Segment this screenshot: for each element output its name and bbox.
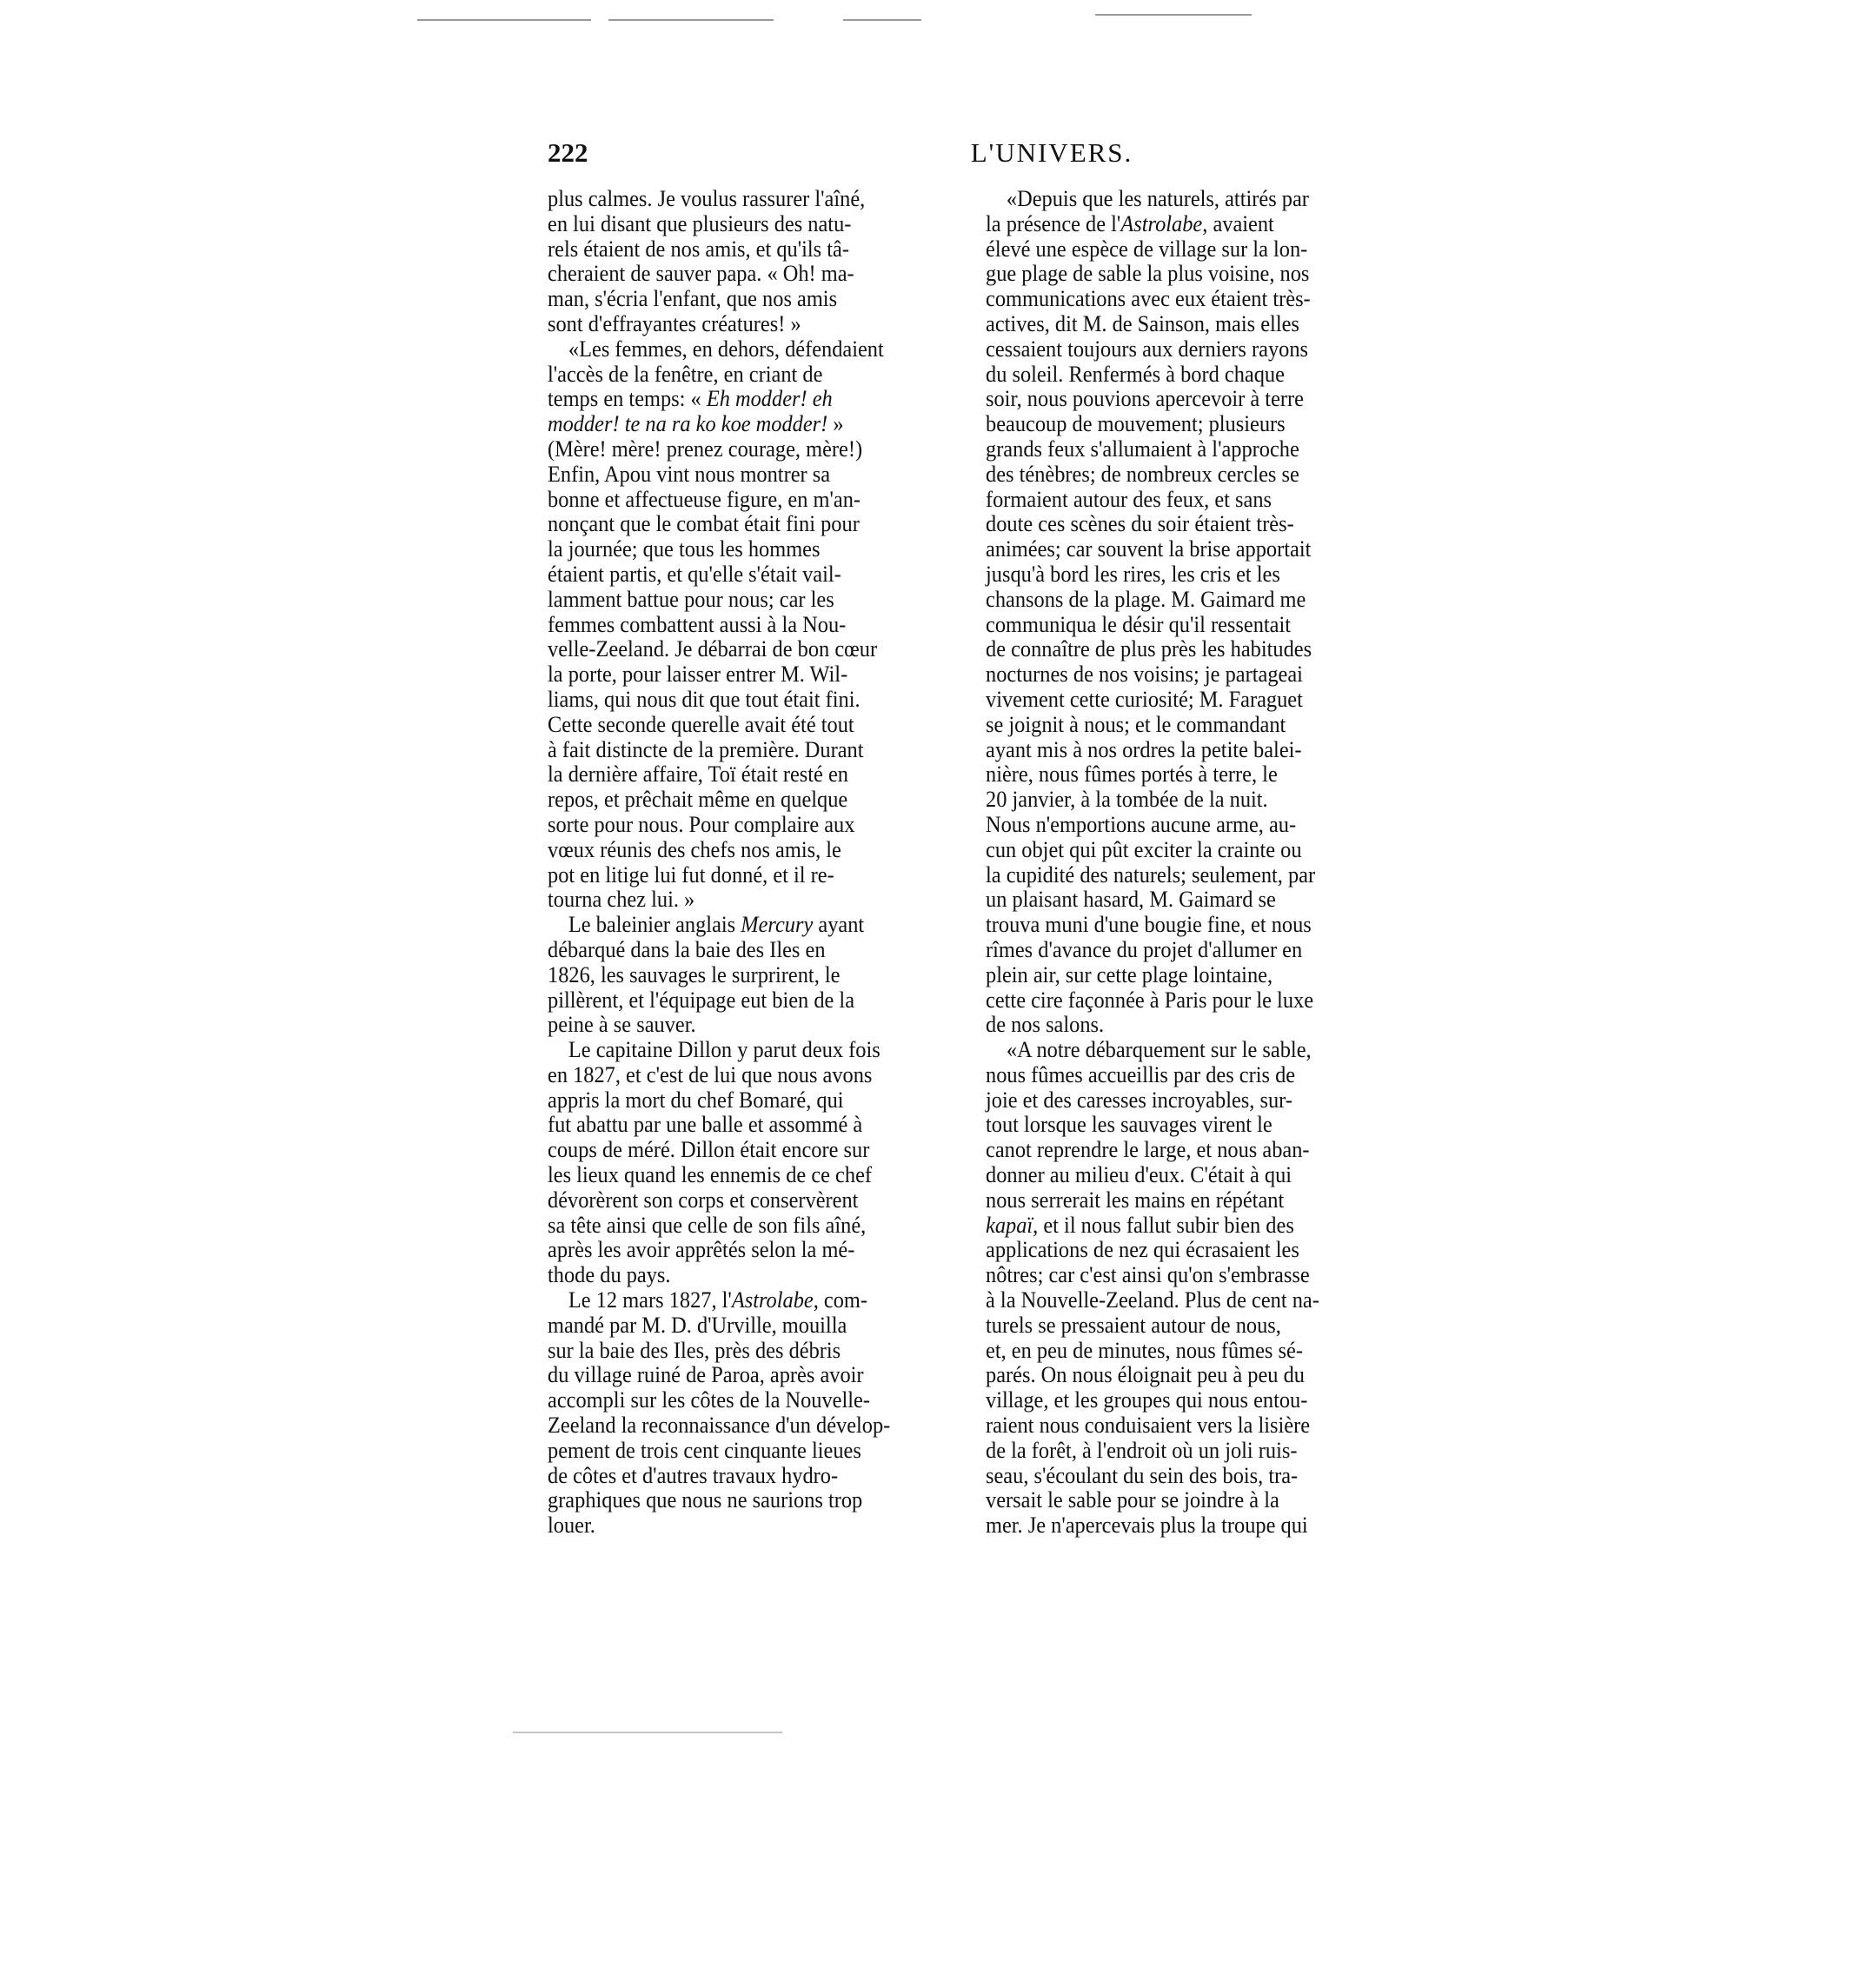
text-line: l'accès de la fenêtre, en criant de [548, 360, 823, 387]
text-line: chansons de la plage. M. Gaimard me [986, 585, 1306, 612]
text-line: versait le sable pour se joindre à la [986, 1486, 1279, 1513]
text-line: liams, qui nous dit que tout était fini. [548, 685, 861, 712]
text-line: kapaï, et il nous fallut subir bien des [986, 1211, 1294, 1238]
text-line: turels se pressaient autour de nous, [986, 1311, 1281, 1338]
text-line: sorte pour nous. Pour complaire aux [548, 810, 855, 837]
text-line: nière, nous fûmes portés à terre, le [986, 761, 1278, 788]
text-line: de nos salons. [986, 1011, 1105, 1038]
text-line: un plaisant hasard, M. Gaimard se [986, 886, 1276, 913]
text-line: man, s'écria l'enfant, que nos amis [548, 285, 838, 312]
text-line: nôtres; car c'est ainsi qu'on s'embrasse [986, 1261, 1310, 1288]
text-line: étaient partis, et qu'elle s'était vail- [548, 560, 841, 587]
text-line: communiqua le désir qu'il ressentait [986, 610, 1292, 637]
scan-edge-mark [1095, 14, 1252, 16]
text-line: à la Nouvelle-Zeeland. Plus de cent na- [986, 1287, 1319, 1313]
text-line: pillèrent, et l'équipage eut bien de la [548, 986, 855, 1013]
text-line: pot en litige lui fut donné, et il re- [548, 861, 834, 888]
text-line: formaient autour des feux, et sans [986, 485, 1273, 512]
text-line: fut abattu par une balle et assommé à [548, 1111, 863, 1138]
text-line: plus calmes. Je voulus rassurer l'aîné, [548, 185, 866, 211]
text-line: sa tête ainsi que celle de son fils aîné, [548, 1211, 867, 1238]
scan-edge-mark [417, 19, 591, 21]
text-line: Le 12 mars 1827, l'Astrolabe, com- [568, 1287, 868, 1313]
text-line: ayant mis à nos ordres la petite balei- [986, 735, 1302, 762]
text-line: et, en peu de minutes, nous fûmes sé- [986, 1336, 1303, 1363]
text-line: raient nous conduisaient vers la lisière [986, 1412, 1311, 1439]
text-line: Enfin, Apou vint nous montrer sa [548, 460, 831, 487]
text-line: trouva muni d'une bougie fine, et nous [986, 911, 1312, 938]
text-line: actives, dit M. de Sainson, mais elles [986, 309, 1299, 336]
text-line: joie et des caresses incroyables, sur- [986, 1086, 1292, 1113]
text-line: élevé une espèce de village sur la lon- [986, 235, 1308, 262]
left-text-column [548, 186, 938, 1538]
text-line: 1826, les sauvages le surprirent, le [548, 961, 841, 987]
text-line: Le baleinier anglais Mercury ayant [568, 911, 865, 938]
text-line: de côtes et d'autres travaux hydro- [548, 1461, 839, 1488]
text-line: mandé par M. D. d'Urville, mouilla [548, 1311, 847, 1338]
text-line: sur la baie des Iles, près des débris [548, 1336, 841, 1363]
text-line: lamment battue pour nous; car les [548, 585, 834, 612]
text-line: nocturnes de nos voisins; je partageai [986, 661, 1303, 688]
text-line: du village ruiné de Paroa, après avoir [548, 1361, 864, 1388]
text-line: nous serrerait les mains en répétant [986, 1186, 1285, 1213]
text-line: seau, s'écoulant du sein des bois, tra- [986, 1461, 1299, 1488]
text-line: cette cire façonnée à Paris pour le luxe [986, 986, 1314, 1013]
text-line: communications avec eux étaient très- [986, 285, 1311, 312]
text-line: doute ces scènes du soir étaient très- [986, 510, 1294, 537]
scan-edge-mark [843, 19, 921, 21]
text-line: vivement cette curiosité; M. Faraguet [986, 685, 1303, 712]
text-line: jusqu'à bord les rires, les cris et les [986, 560, 1280, 587]
text-line: tourna chez lui. » [548, 886, 695, 913]
text-line: nonçant que le combat était fini pour [548, 510, 860, 537]
text-line: Le capitaine Dillon y parut deux fois [568, 1036, 880, 1063]
text-line: femmes combattent aussi à la Nou- [548, 610, 847, 637]
text-line: grands feux s'allumaient à l'approche [986, 435, 1299, 462]
text-line: la porte, pour laisser entrer M. Wil- [548, 661, 848, 688]
text-line: dévorèrent son corps et conservèrent [548, 1186, 859, 1213]
text-line: pement de trois cent cinquante lieues [548, 1436, 861, 1463]
text-line: accompli sur les côtes de la Nouvelle- [548, 1386, 870, 1413]
text-line: (Mère! mère! prenez courage, mère!) [548, 435, 863, 462]
text-line: la présence de l'Astrolabe, avaient [986, 209, 1274, 236]
text-line: velle-Zeeland. Je débarrai de bon cœur [548, 635, 878, 662]
text-line: la journée; que tous les hommes [548, 535, 821, 562]
text-line: applications de nez qui écrasaient les [986, 1236, 1299, 1263]
text-line: les lieux quand les ennemis de ce chef [548, 1161, 873, 1188]
text-line: temps en temps: « Eh modder! eh [548, 385, 833, 412]
text-line: de connaître de plus près les habitudes [986, 635, 1312, 662]
text-line: «Les femmes, en dehors, défendaient [568, 335, 884, 362]
text-line: après les avoir apprêtés selon la mé- [548, 1236, 855, 1263]
text-line: plein air, sur cette plage lointaine, [986, 961, 1273, 987]
text-line: soir, nous pouvions apercevoir à terre [986, 385, 1304, 412]
text-line: coups de méré. Dillon était encore sur [548, 1136, 870, 1163]
text-line: du soleil. Renfermés à bord chaque [986, 360, 1285, 387]
text-line: canot reprendre le large, et nous aban- [986, 1136, 1310, 1163]
text-line: bonne et affectueuse figure, en m'an- [548, 485, 861, 512]
text-line: louer. [548, 1512, 595, 1539]
text-line: gue plage de sable la plus voisine, nos [986, 260, 1310, 287]
text-line: de la forêt, à l'endroit où un joli ruis- [986, 1436, 1298, 1463]
text-line: débarqué dans la baie des Iles en [548, 935, 826, 962]
text-line: cun objet qui pût exciter la crainte ou [986, 835, 1302, 862]
text-line: Nous n'emportions aucune arme, au- [986, 810, 1297, 837]
text-line: peine à se sauver. [548, 1011, 696, 1038]
text-line: tout lorsque les sauvages virent le [986, 1111, 1273, 1138]
text-line: rels étaient de nos amis, et qu'ils tâ- [548, 235, 849, 262]
text-line: à fait distincte de la première. Durant [548, 735, 864, 762]
text-line: se joignit à nous; et le commandant [986, 710, 1286, 737]
text-line: «Depuis que les naturels, attirés par [1006, 185, 1309, 211]
text-line: graphiques que nous ne saurions trop [548, 1486, 863, 1513]
text-line: des ténèbres; de nombreux cercles se [986, 460, 1299, 487]
text-line: mer. Je n'apercevais plus la troupe qui [986, 1512, 1308, 1539]
text-line: appris la mort du chef Bomaré, qui [548, 1086, 844, 1113]
text-line: donner au milieu d'eux. C'était à qui [986, 1161, 1292, 1188]
text-line: en 1827, et c'est de lui que nous avons [548, 1060, 873, 1087]
text-line: nous fûmes accueillis par des cris de [986, 1060, 1296, 1087]
text-line: cheraient de sauver papa. « Oh! ma- [548, 260, 854, 287]
right-text-column [986, 186, 1376, 1538]
text-line: parés. On nous éloignait peu à peu du [986, 1361, 1305, 1388]
running-title: L'UNIVERS. [970, 137, 1133, 168]
text-line: village, et les groupes qui nous entou- [986, 1386, 1308, 1413]
text-line: repos, et prêchait même en quelque [548, 786, 848, 813]
page-header [548, 137, 1556, 172]
text-line: animées; car souvent la brise apportait [986, 535, 1312, 562]
text-line: rîmes d'avance du projet d'allumer en [986, 935, 1303, 962]
text-line: la cupidité des naturels; seulement, par [986, 861, 1316, 888]
text-line: thode du pays. [548, 1261, 671, 1288]
text-line: sont d'effrayantes créatures! » [548, 309, 801, 336]
text-line: Cette seconde querelle avait été tout [548, 710, 854, 737]
text-line: beaucoup de mouvement; plusieurs [986, 410, 1286, 437]
text-line: modder! te na ra ko koe modder! » [548, 410, 844, 437]
text-line: Zeeland la reconnaissance d'un dévelop- [548, 1412, 891, 1439]
text-line: «A notre débarquement sur le sable, [1006, 1036, 1312, 1063]
scan-edge-mark [608, 19, 774, 21]
text-line: 20 janvier, à la tombée de la nuit. [986, 786, 1268, 813]
page-number: 222 [548, 137, 588, 168]
scan-edge-mark [513, 1732, 782, 1733]
text-line: cessaient toujours aux derniers rayons [986, 335, 1309, 362]
text-line: la dernière affaire, Toï était resté en [548, 761, 848, 788]
text-line: vœux réunis des chefs nos amis, le [548, 835, 841, 862]
text-line: en lui disant que plusieurs des natu- [548, 209, 852, 236]
